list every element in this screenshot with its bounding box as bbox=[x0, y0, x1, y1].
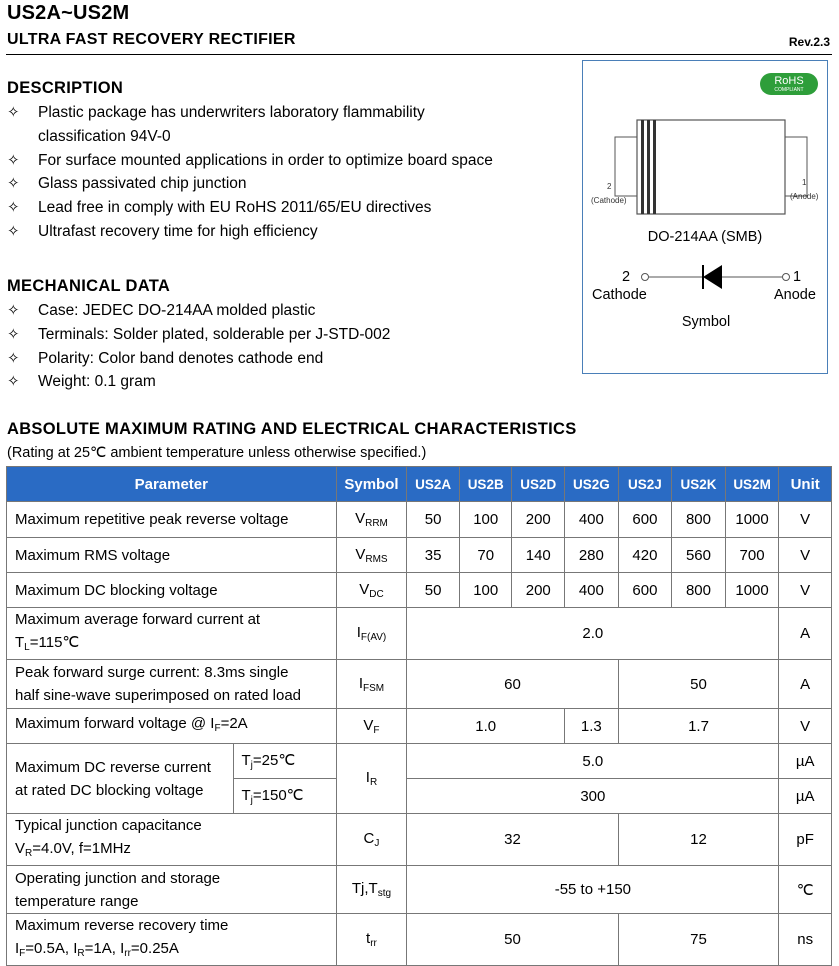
value-cell: 1.7 bbox=[618, 709, 779, 744]
table-heading: ABSOLUTE MAXIMUM RATING AND ELECTRICAL CHARACTERISTICS bbox=[7, 420, 577, 438]
param-cell: Maximum average forward current at $T_L=115℃$ bbox=[7, 608, 337, 660]
diode-symbol-icon bbox=[636, 264, 796, 292]
condition-cell: $T_j=25℃$ bbox=[234, 744, 336, 779]
value-cell: 200 bbox=[512, 573, 565, 608]
param-cell: Typical junction capacitance $V_R=4.0V$, f=1MHz bbox=[7, 814, 337, 866]
description-heading: DESCRIPTION bbox=[7, 79, 124, 97]
list-item: ✧ Lead free in comply with EU RoHS 2011/65/EU directives bbox=[7, 196, 493, 220]
symbol-cell: $I_{F(AV)}$ bbox=[336, 608, 407, 660]
pin1-number: 1 bbox=[793, 269, 802, 285]
value-cell: 50 bbox=[407, 573, 460, 608]
mechanical-list bbox=[7, 299, 390, 394]
symbol-cell: $I_{FSM}$ bbox=[336, 660, 407, 709]
param-cell: Peak forward surge current: 8.3ms single half sine-wave superimposed on rated load bbox=[7, 660, 337, 709]
unit-cell: ℃ bbox=[779, 866, 832, 914]
unit-cell: ns bbox=[779, 914, 832, 966]
bullet-star-icon: ✧ bbox=[7, 175, 20, 193]
table-row bbox=[7, 502, 832, 538]
datasheet-title: US2A~US2M bbox=[7, 2, 130, 24]
value-cell: 200 bbox=[512, 502, 565, 538]
unit-cell: A bbox=[779, 660, 832, 709]
unit-cell: pF bbox=[779, 814, 832, 866]
unit-cell: A bbox=[779, 608, 832, 660]
value-cell: 50 bbox=[618, 660, 779, 709]
condition-cell: $T_j=150℃$ bbox=[234, 779, 336, 814]
list-item: ✧ Weight: 0.1 gram bbox=[7, 370, 390, 394]
param-cell: Operating junction and storage temperature range bbox=[7, 866, 337, 914]
table-row bbox=[7, 914, 832, 966]
table-row bbox=[7, 744, 832, 779]
unit-cell: µA bbox=[779, 779, 832, 814]
table-row bbox=[7, 573, 832, 608]
table-row bbox=[7, 608, 832, 660]
value-cell: 75 bbox=[618, 914, 779, 966]
header-symbol: Symbol bbox=[336, 467, 407, 502]
value-cell: 400 bbox=[565, 502, 619, 538]
value-cell: 700 bbox=[725, 538, 779, 573]
param-cell: Maximum RMS voltage bbox=[7, 538, 337, 573]
table-row bbox=[7, 660, 832, 709]
value-cell: 70 bbox=[459, 538, 512, 573]
value-cell: 800 bbox=[672, 573, 726, 608]
description-list bbox=[7, 101, 493, 244]
ratings-table bbox=[6, 466, 832, 966]
symbol-cell: $V_{RRM}$ bbox=[336, 502, 407, 538]
value-cell: 280 bbox=[565, 538, 619, 573]
package-outline-drawing bbox=[591, 110, 825, 215]
value-cell: 2.0 bbox=[407, 608, 779, 660]
bullet-star-icon: ✧ bbox=[7, 325, 20, 343]
value-cell: 5.0 bbox=[407, 744, 779, 779]
bullet-star-icon: ✧ bbox=[7, 302, 20, 319]
header-model: US2D bbox=[512, 467, 565, 502]
table-row bbox=[7, 866, 832, 914]
list-item: ✧ Terminals: Solder plated, solderable per J-STD-002 bbox=[7, 323, 390, 347]
list-item: ✧ Case: JEDEC DO-214AA molded plastic bbox=[7, 299, 390, 323]
param-cell: Maximum DC blocking voltage bbox=[7, 573, 337, 608]
revision-label: Rev.2.3 bbox=[788, 35, 830, 49]
value-cell: 32 bbox=[407, 814, 618, 866]
value-cell: 420 bbox=[618, 538, 672, 573]
param-cell: Maximum DC reverse current at rated DC blocking voltage bbox=[7, 744, 234, 814]
pkg-pin1-number: 1 bbox=[802, 178, 807, 187]
list-item: ✧ For surface mounted applications in order to optimize board space bbox=[7, 149, 493, 173]
value-cell: 1.3 bbox=[565, 709, 619, 744]
value-cell: 50 bbox=[407, 914, 618, 966]
table-row bbox=[7, 709, 832, 744]
value-cell: 100 bbox=[459, 573, 512, 608]
pin2-number: 2 bbox=[622, 269, 631, 285]
symbol-cell: $V_{RMS}$ bbox=[336, 538, 407, 573]
symbol-caption: Symbol bbox=[681, 314, 731, 330]
list-item: ✧ Polarity: Color band denotes cathode end bbox=[7, 347, 390, 371]
symbol-cell: $I_R$ bbox=[336, 744, 407, 814]
list-item: ✧ Glass passivated chip junction bbox=[7, 172, 493, 196]
pkg-anode-label: (Anode) bbox=[790, 192, 819, 201]
symbol-cell: $Tj,T_{stg}$ bbox=[336, 866, 407, 914]
bullet-star-icon: ✧ bbox=[7, 151, 20, 169]
bullet-star-icon: ✧ bbox=[7, 349, 20, 367]
bullet-star-icon: ✧ bbox=[7, 104, 20, 121]
header-parameter: Parameter bbox=[7, 467, 337, 502]
value-cell: 12 bbox=[618, 814, 779, 866]
header-unit: Unit bbox=[779, 467, 832, 502]
table-note: (Rating at 25℃ ambient temperature unless otherwise specified.) bbox=[7, 445, 427, 461]
value-cell: 1.0 bbox=[407, 709, 565, 744]
value-cell: 600 bbox=[618, 502, 672, 538]
value-cell: -55 to +150 bbox=[407, 866, 779, 914]
param-cell: Maximum repetitive peak reverse voltage bbox=[7, 502, 337, 538]
header-model: US2M bbox=[725, 467, 779, 502]
pkg-pin2-number: 2 bbox=[607, 182, 612, 191]
unit-cell: V bbox=[779, 538, 832, 573]
list-item: ✧ Ultrafast recovery time for high efficiency bbox=[7, 220, 493, 244]
symbol-cell: $C_J$ bbox=[336, 814, 407, 866]
param-cell: Maximum reverse recovery time $I_F=0.5A$, $I_R=1A$, $I_{rr}=0.25A$ bbox=[7, 914, 337, 966]
table-header-row bbox=[7, 467, 832, 502]
header-model: US2B bbox=[459, 467, 512, 502]
bullet-star-icon: ✧ bbox=[7, 373, 20, 391]
value-cell: 60 bbox=[407, 660, 618, 709]
bullet-star-icon: ✧ bbox=[7, 222, 20, 240]
unit-cell: µA bbox=[779, 744, 832, 779]
unit-cell: V bbox=[779, 502, 832, 538]
pkg-cathode-label: (Cathode) bbox=[591, 196, 627, 205]
value-cell: 50 bbox=[407, 502, 460, 538]
param-cell: Maximum forward voltage @ $I_F=2A$ bbox=[7, 709, 337, 744]
bullet-star-icon: ✧ bbox=[7, 199, 20, 217]
symbol-cell: $V_F$ bbox=[336, 709, 407, 744]
symbol-cell: $V_{DC}$ bbox=[336, 573, 407, 608]
header-model: US2J bbox=[618, 467, 672, 502]
header-model: US2K bbox=[672, 467, 726, 502]
datasheet-subtitle: ULTRA FAST RECOVERY RECTIFIER bbox=[7, 31, 296, 48]
value-cell: 35 bbox=[407, 538, 460, 573]
package-name: DO-214AA (SMB) bbox=[647, 229, 763, 245]
header-divider bbox=[6, 54, 832, 55]
value-cell: 300 bbox=[407, 779, 779, 814]
mechanical-heading: MECHANICAL DATA bbox=[7, 277, 171, 295]
table-row bbox=[7, 814, 832, 866]
value-cell: 600 bbox=[618, 573, 672, 608]
unit-cell: V bbox=[779, 573, 832, 608]
cathode-label: Cathode bbox=[592, 287, 647, 303]
header-model: US2A bbox=[407, 467, 460, 502]
value-cell: 560 bbox=[672, 538, 726, 573]
value-cell: 400 bbox=[565, 573, 619, 608]
anode-label: Anode bbox=[774, 287, 816, 303]
unit-cell: V bbox=[779, 709, 832, 744]
list-item: ✧ Plastic package has underwriters laboratory flammability bbox=[7, 101, 493, 125]
list-item: classification 94V-0 bbox=[38, 127, 171, 145]
value-cell: 800 bbox=[672, 502, 726, 538]
symbol-cell: $t_{rr}$ bbox=[336, 914, 407, 966]
header-model: US2G bbox=[565, 467, 619, 502]
table-row bbox=[7, 538, 832, 573]
rohs-logo: RoHS COMPLIANT bbox=[760, 73, 818, 95]
value-cell: 1000 bbox=[725, 502, 779, 538]
value-cell: 140 bbox=[512, 538, 565, 573]
value-cell: 1000 bbox=[725, 573, 779, 608]
value-cell: 100 bbox=[459, 502, 512, 538]
